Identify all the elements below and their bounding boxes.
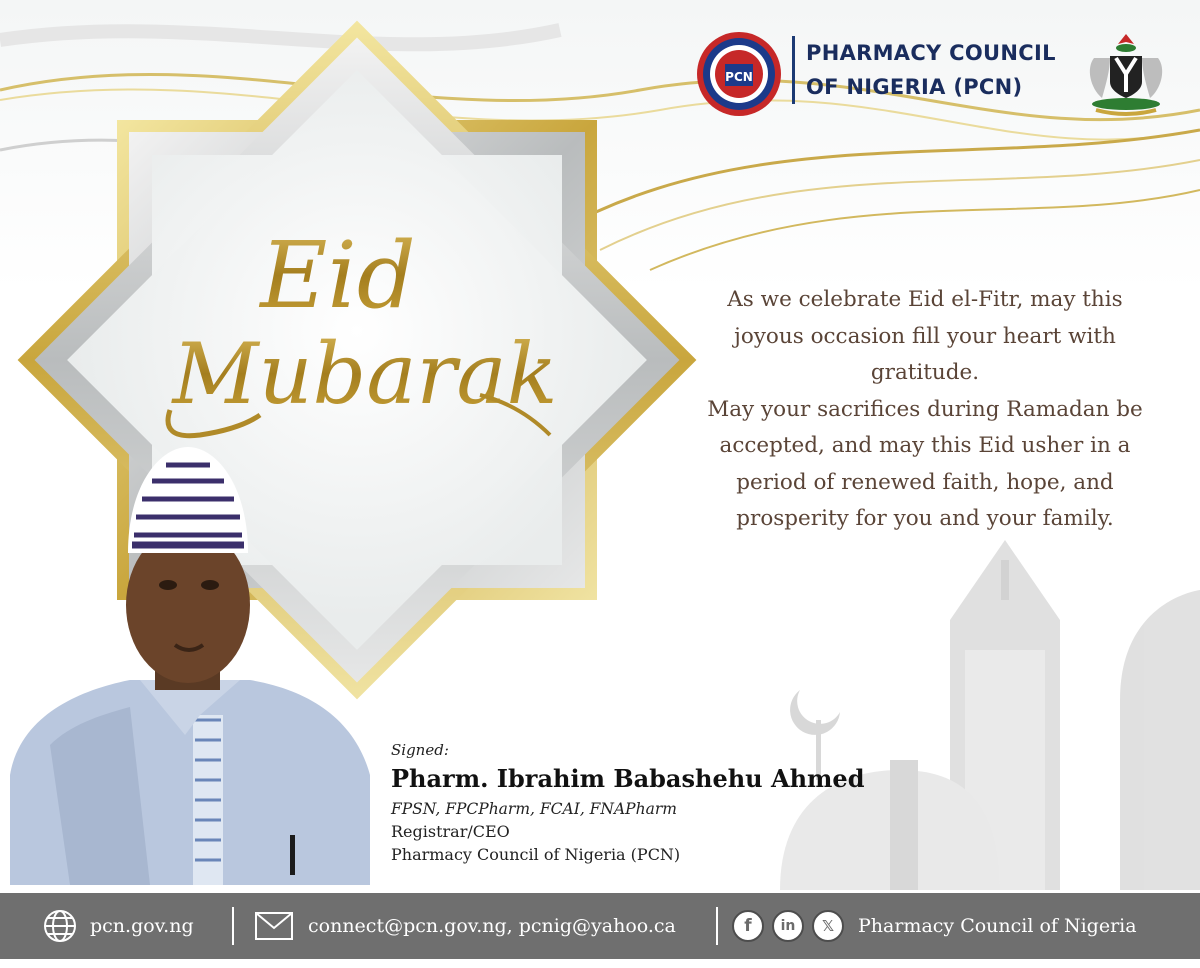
mubarak-word: Mubarak <box>172 325 558 423</box>
signer-credentials: FPSN, FPCPharm, FCAI, FNAPharm <box>391 800 677 818</box>
organization-title <box>806 36 1076 104</box>
pcn-logo <box>695 30 783 118</box>
org-title-line1: PHARMACY COUNCIL <box>806 41 1056 65</box>
registrar-portrait <box>10 445 370 885</box>
header-divider <box>792 36 795 104</box>
org-title-line2: OF NIGERIA (PCN) <box>806 75 1023 99</box>
footer-website[interactable] <box>42 893 194 959</box>
facebook-icon[interactable]: f <box>732 910 764 942</box>
signature-block <box>391 740 951 866</box>
greeting-message <box>690 282 1160 538</box>
signer-role: Registrar/CEO <box>391 822 510 841</box>
globe-icon <box>42 908 78 944</box>
eid-mubarak-script <box>150 215 570 455</box>
signed-label: Signed: <box>391 741 449 759</box>
eid-word: Eid <box>260 222 416 329</box>
footer-divider <box>716 907 718 945</box>
website-link[interactable]: pcn.gov.ng <box>90 915 194 937</box>
footer-social <box>732 893 1137 959</box>
envelope-icon <box>254 911 294 941</box>
coat-of-arms-icon <box>1076 28 1176 118</box>
signer-name: Pharm. Ibrahim Babashehu Ahmed <box>391 764 865 793</box>
email-links[interactable]: connect@pcn.gov.ng, pcnig@yahoo.ca <box>308 915 676 937</box>
x-icon[interactable]: 𝕏 <box>812 910 844 942</box>
signer-organization: Pharmacy Council of Nigeria (PCN) <box>391 845 681 864</box>
message-paragraph-2: May your sacrifices during Ramadan be accepted, and may this Eid usher in a period of renewed faith, hope, and prosperity for you and your family. <box>707 396 1143 531</box>
footer-email[interactable] <box>254 893 676 959</box>
message-paragraph-1: As we celebrate Eid el-Fitr, may this joyous occasion fill your heart with gratitude. <box>727 287 1123 385</box>
footer-bar <box>0 893 1200 959</box>
social-handle: Pharmacy Council of Nigeria <box>858 915 1137 937</box>
linkedin-icon[interactable]: in <box>772 910 804 942</box>
pcn-logo-mark: PCN <box>725 70 753 84</box>
footer-divider <box>232 907 234 945</box>
